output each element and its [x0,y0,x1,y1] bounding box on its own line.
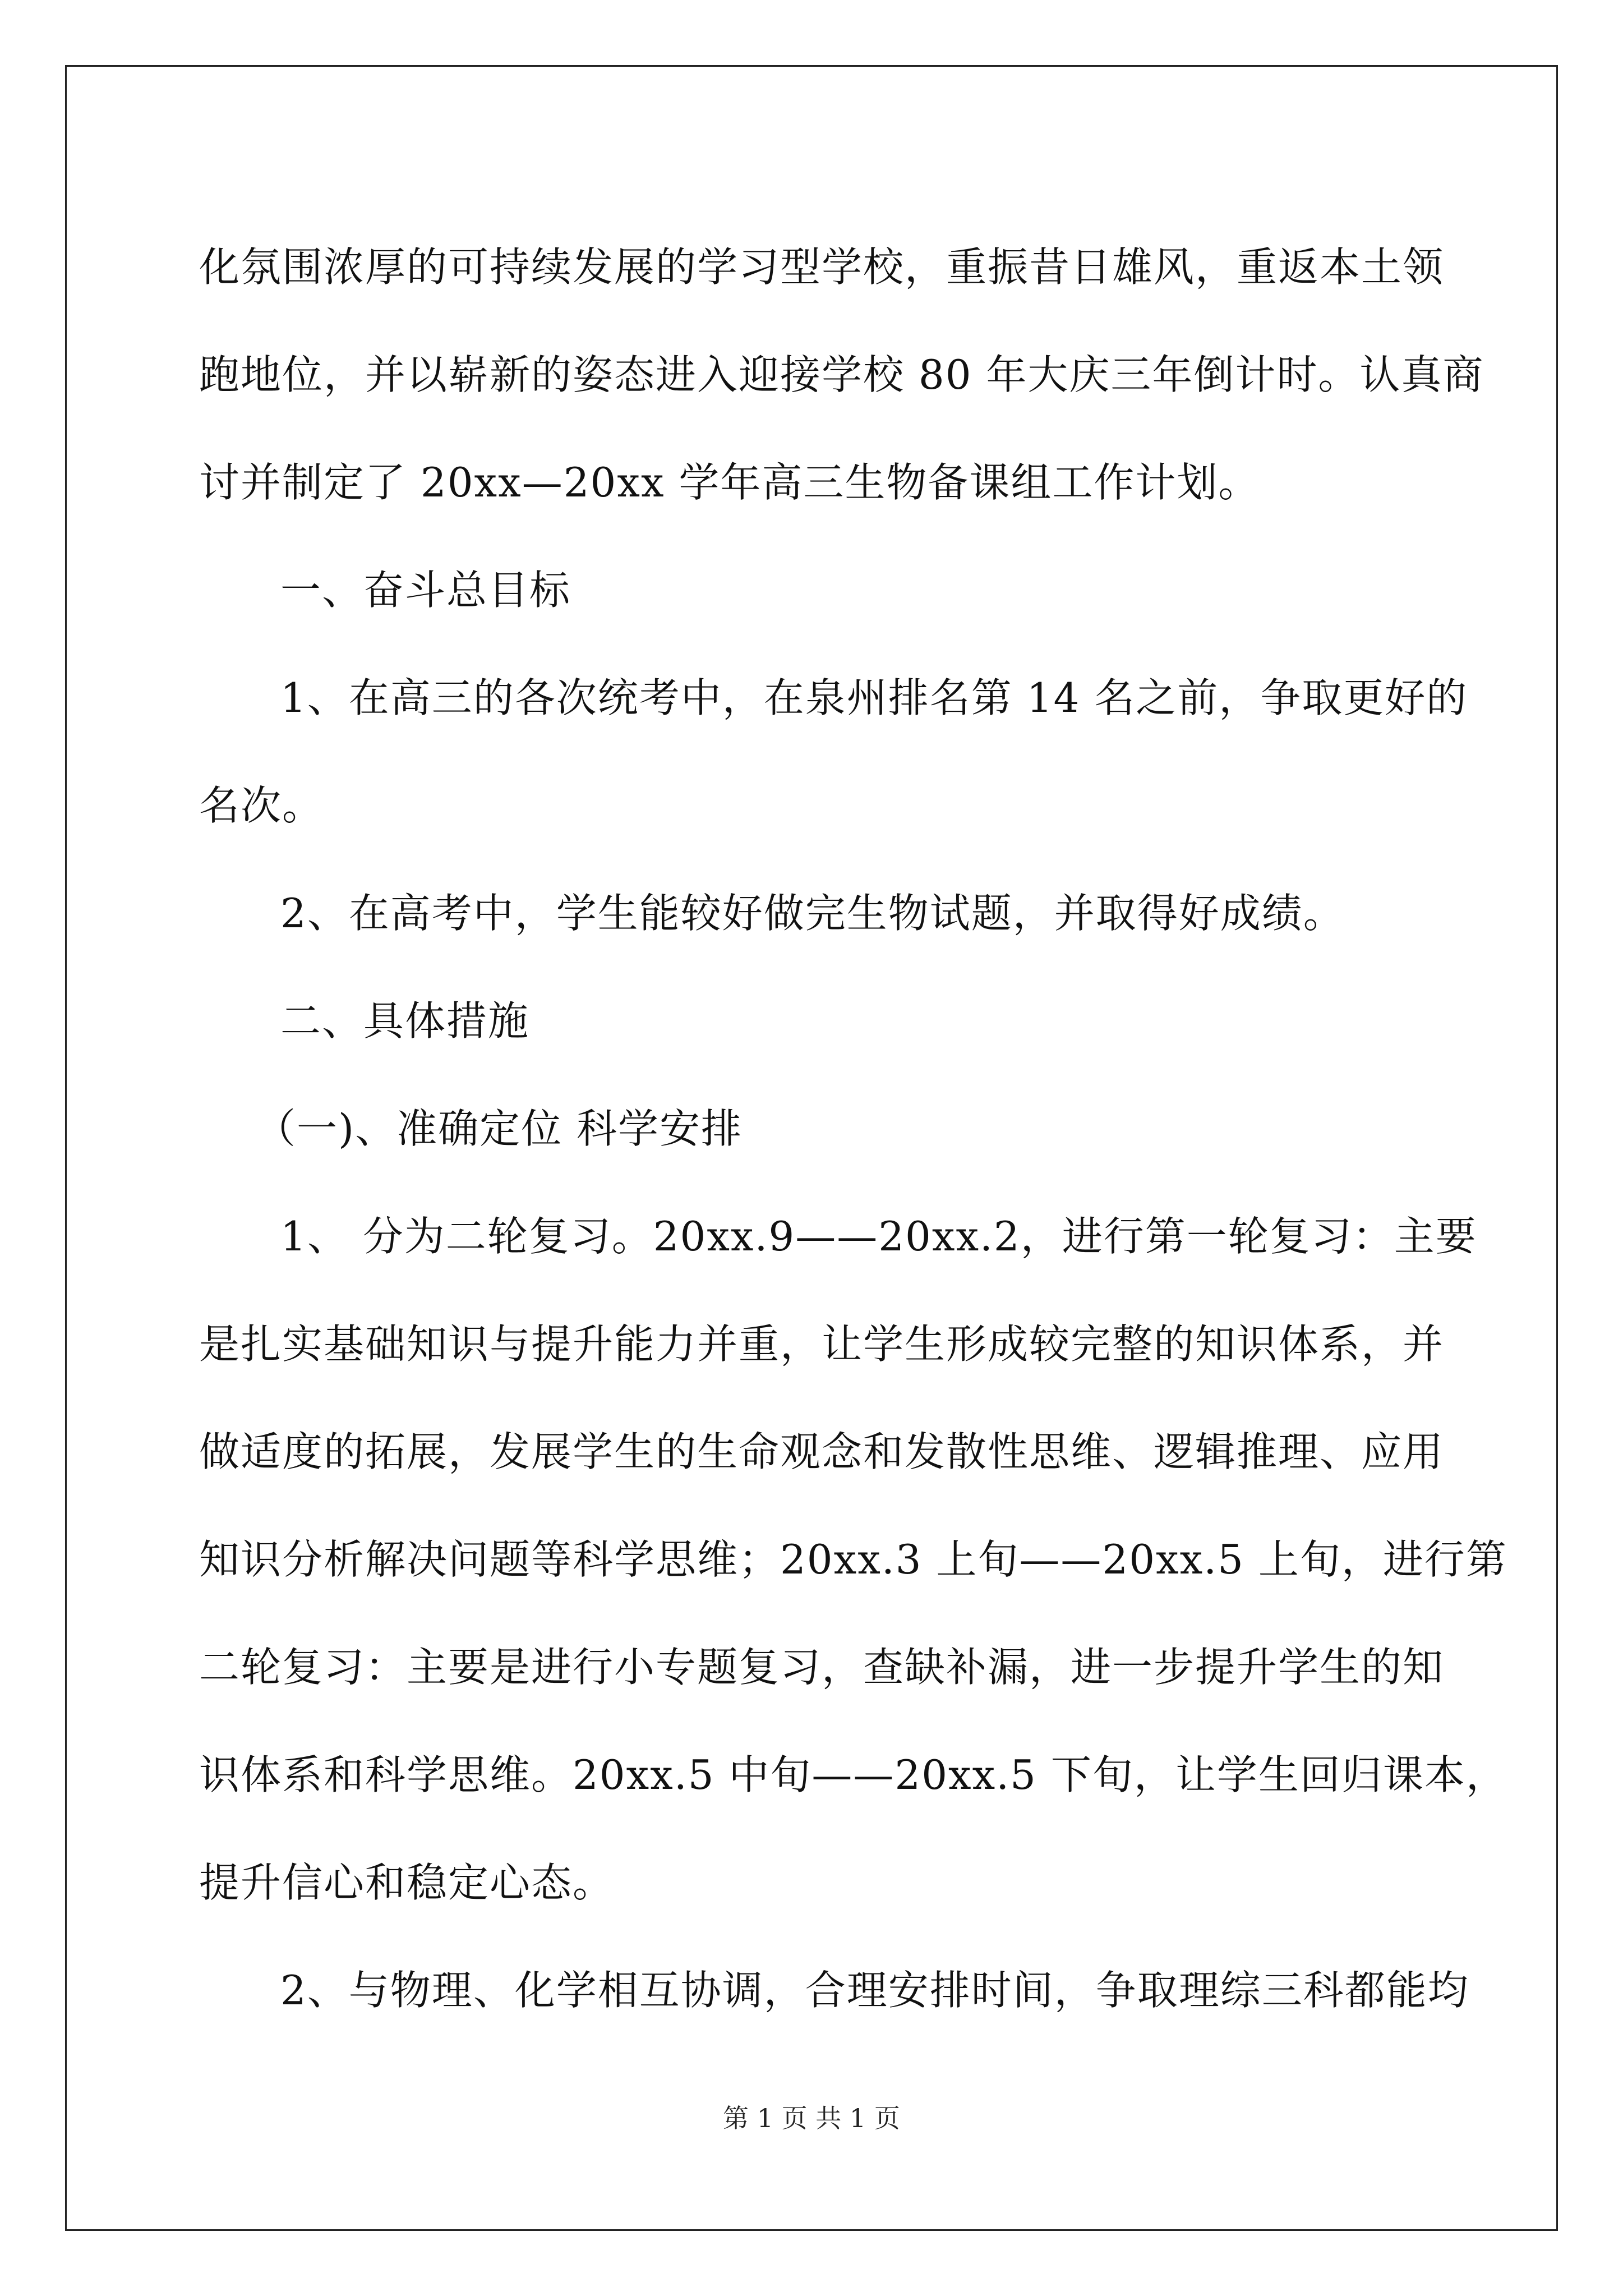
section-heading: 二、具体措施 [280,997,530,1045]
text-line: 知识分析解决问题等科学思维；20xx.3 上旬——20xx.5 上旬，进行第 [199,1536,1507,1583]
subsection-heading: （一)、准确定位 科学安排 [255,1105,743,1152]
text-line: 是扎实基础知识与提升能力并重，让学生形成较完整的知识体系，并 [199,1320,1445,1368]
section-heading: 一、奋斗总目标 [280,567,571,614]
text-line: 1、在高三的各次统考中，在泉州排名第 14 名之前，争取更好的 [280,674,1468,721]
page-footer: 第 1 页 共 1 页 [723,2103,900,2133]
text-line: 提升信心和稳定心态。 [199,1859,615,1906]
text-line: 2、在高考中，学生能较好做完生物试题，并取得好成绩。 [280,890,1345,937]
text-line: 讨并制定了 20xx—20xx 学年高三生物备课组工作计划。 [199,459,1260,506]
text-line: 跑地位，并以崭新的姿态进入迎接学校 80 年大庆三年倒计时。认真商 [199,351,1484,398]
text-line: 2、与物理、化学相互协调，合理安排时间，争取理综三科都能均 [280,1967,1469,2014]
text-line: 二轮复习：主要是进行小专题复习，查缺补漏，进一步提升学生的知 [199,1644,1445,1691]
text-line: 化氛围浓厚的可持续发展的学习型学校，重振昔日雄风，重返本土领 [199,243,1445,291]
text-line: 做适度的拓展，发展学生的生命观念和发散性思维、逻辑推理、应用 [199,1428,1445,1475]
text-line: 名次。 [199,782,324,829]
text-line: 识体系和科学思维。20xx.5 中旬——20xx.5 下旬，让学生回归课本， [199,1751,1507,1798]
text-line: 1、 分为二轮复习。20xx.9——20xx.2，进行第一轮复习：主要 [280,1213,1477,1260]
document-body [199,213,1507,2044]
